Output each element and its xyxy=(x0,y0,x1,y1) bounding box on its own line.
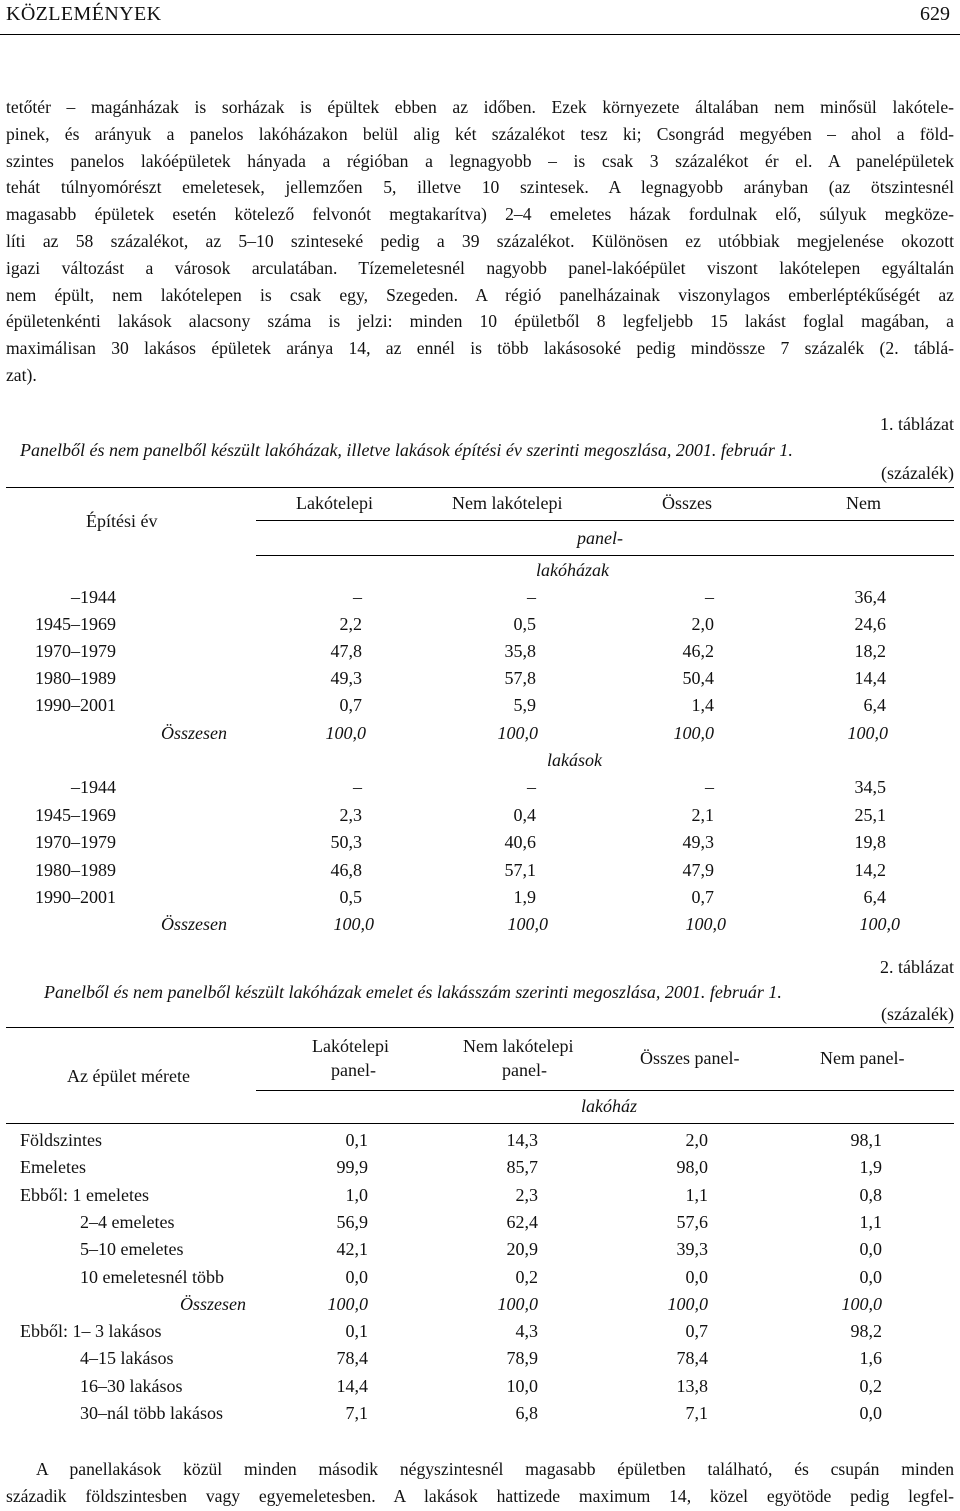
table1-total-label: Összesen xyxy=(161,723,227,743)
table1-total-label: Összesen xyxy=(161,914,227,934)
table2-row-label: Ebből: 1 emeletes xyxy=(20,1184,149,1205)
table2-cell: 4,3 xyxy=(515,1321,538,1342)
table1-cell: 47,8 xyxy=(330,641,362,661)
table1-row-label: 1945–1969 xyxy=(35,804,116,825)
table2-cell: 42,1 xyxy=(336,1239,368,1260)
table1-total-value: 100,0 xyxy=(847,723,888,743)
table2-row-label: Összesen xyxy=(180,1293,246,1314)
table2-cell: 78,4 xyxy=(676,1348,708,1369)
table1-cell: 5,9 xyxy=(513,695,536,715)
table2-cell: 0,0 xyxy=(345,1266,368,1287)
table2-col-header: panel- xyxy=(331,1060,376,1080)
table2-cell: 62,4 xyxy=(506,1211,538,1232)
table1-cell: 40,6 xyxy=(504,832,536,852)
table1-cell: – xyxy=(705,587,714,607)
page-number: 629 xyxy=(920,3,950,25)
table1-cell: 49,3 xyxy=(330,668,362,688)
table1-cell: 49,3 xyxy=(682,832,714,852)
table1-top-rule xyxy=(6,487,954,488)
table1-total-value: 100,0 xyxy=(497,723,538,743)
table2-cell: 1,0 xyxy=(345,1184,368,1205)
table1-row-label: 1945–1969 xyxy=(35,614,116,634)
table2-subheader: lakóház xyxy=(581,1096,637,1116)
table1-row-label: 1980–1989 xyxy=(35,668,116,688)
table2-cell: 0,0 xyxy=(685,1266,708,1287)
table1-row-label: 1970–1979 xyxy=(35,832,116,852)
table2-cell: 99,9 xyxy=(336,1157,368,1178)
table1-row-header: Építési év xyxy=(86,511,158,531)
table2-header-rule xyxy=(256,1090,954,1091)
table2-cell: 78,4 xyxy=(336,1348,368,1369)
table1-total-value: 100,0 xyxy=(685,914,726,934)
paragraph-line: maximálisan 30 lakásos épületek aránya 14, az ennél is több lakásosoké pedig mindössze 7 százalék (2. táblá- xyxy=(6,338,954,359)
table1-cell: 36,4 xyxy=(854,587,886,607)
table1-row-label: 1990–2001 xyxy=(35,887,116,907)
table1-cell: 2,1 xyxy=(691,804,714,825)
table2-cell: 7,1 xyxy=(685,1403,708,1423)
table2-row-label: Ebből: 1– 3 lakásos xyxy=(20,1321,162,1342)
intro-paragraph xyxy=(6,94,954,389)
table2-cell: 100,0 xyxy=(841,1293,882,1314)
table1-cell: 1,4 xyxy=(691,695,714,715)
table1-cell: 14,2 xyxy=(854,859,886,880)
table2-cell: 0,1 xyxy=(345,1321,368,1342)
table1-row-label: 1980–1989 xyxy=(35,859,116,880)
table1-cell: 6,4 xyxy=(863,887,886,907)
paragraph-line: épületenkénti lakások alacsony száma is jelzi: minden 10 épületből 8 legfeljebb 15 lakást foglal magában, a xyxy=(6,311,954,332)
table2-cell: 1,6 xyxy=(859,1348,882,1369)
table2-cell: 14,4 xyxy=(336,1375,368,1396)
table2-cell: 98,0 xyxy=(676,1157,708,1178)
table2-cell: 0,7 xyxy=(685,1321,708,1342)
table1-row-label: –1944 xyxy=(71,777,116,797)
table2-row-label: 10 emeletesnél több xyxy=(80,1266,224,1287)
table1-cell: 50,3 xyxy=(330,832,362,852)
table1-cell: – xyxy=(353,587,362,607)
table2-row-label: Földszintes xyxy=(20,1130,103,1150)
table2-top-rule xyxy=(6,1027,954,1028)
table1-cell: 0,4 xyxy=(513,804,536,825)
table1-cell: 57,8 xyxy=(504,668,536,688)
table2-cell: 100,0 xyxy=(667,1293,708,1314)
table1-row-label: 1970–1979 xyxy=(35,641,116,661)
table2-cell: 56,9 xyxy=(336,1211,368,1232)
table2-cell: 20,9 xyxy=(506,1239,538,1260)
table1-unit: (százalék) xyxy=(881,463,954,483)
table1-cell: 35,8 xyxy=(504,641,536,661)
running-title: KÖZLEMÉNYEK xyxy=(6,3,162,25)
table1-col-header: Összes xyxy=(662,493,712,513)
table1-cell: – xyxy=(527,587,536,607)
table2-cell: 0,8 xyxy=(859,1184,882,1205)
table2-cell: 0,2 xyxy=(859,1375,882,1396)
table2-cell: 7,1 xyxy=(345,1403,368,1423)
table2-col-header: Lakótelepi xyxy=(312,1036,389,1056)
table2-cell: 57,6 xyxy=(676,1211,708,1232)
table1-label: 1. táblázat xyxy=(880,414,954,434)
table2-cell: 1,1 xyxy=(685,1184,708,1205)
table2-row-label: 5–10 emeletes xyxy=(80,1239,184,1260)
table2-cell: 1,1 xyxy=(859,1211,882,1232)
table1-cell: 1,9 xyxy=(513,887,536,907)
table2-caption: Panelből és nem panelből készült lakóházak emelet és lakásszám szerinti megoszlása, 2001. február 1. xyxy=(44,982,782,1002)
table2-col-header: Nem panel- xyxy=(820,1048,905,1068)
table2-cell: 14,3 xyxy=(506,1130,538,1150)
table2-unit: (százalék) xyxy=(881,1004,954,1024)
table1-cell: 0,7 xyxy=(691,887,714,907)
table1-total-value: 100,0 xyxy=(507,914,548,934)
table1-row-label: 1990–2001 xyxy=(35,695,116,715)
table2-cell: 0,0 xyxy=(859,1239,882,1260)
table1-cell: 0,7 xyxy=(339,695,362,715)
table2-cell: 85,7 xyxy=(506,1157,538,1178)
table2-cell: 10,0 xyxy=(506,1375,538,1396)
table2-row-label: 2–4 emeletes xyxy=(80,1211,175,1232)
table1-cell: 2,3 xyxy=(339,804,362,825)
table1-total-value: 100,0 xyxy=(325,723,366,743)
paragraph-line: tetőtér – magánházak is sorházak is épültek ebben az időben. Ezek környezete általában nem minősül lakótele- xyxy=(6,97,954,117)
table1-section-title: lakóházak xyxy=(536,560,609,580)
paragraph-line: századik földszintesben vagy egyemeletesben. A lakások hattizede maximum 14, közel egyötöde pedig legfel- xyxy=(6,1485,954,1506)
table1-row-label: –1944 xyxy=(71,587,116,607)
table2-cell: 1,9 xyxy=(859,1157,882,1178)
table2-row-label: Emeletes xyxy=(20,1157,86,1178)
table2-cell: 6,8 xyxy=(515,1403,538,1423)
table2-cell: 100,0 xyxy=(497,1293,538,1314)
table2-cell: 2,3 xyxy=(515,1184,538,1205)
paragraph-line: nem épült, nem lakótelepen is csak egy, Szegeden. A régió panelházainak viszonylagos emberléptékűségét az xyxy=(6,284,954,305)
paragraph-line: zat). xyxy=(6,364,37,385)
table1-cell: 0,5 xyxy=(339,887,362,907)
closing-paragraph xyxy=(6,1456,954,1510)
table1-cell: – xyxy=(527,777,536,797)
paragraph-line: A panellakások közül minden második négyszintesnél magasabb épületben található, és csupán minden xyxy=(36,1459,954,1479)
table2-row-label: 4–15 lakásos xyxy=(80,1348,174,1369)
table1-total-value: 100,0 xyxy=(859,914,900,934)
table2-cell: 39,3 xyxy=(676,1239,708,1260)
table2-cell: 13,8 xyxy=(676,1375,708,1396)
table1-cell: 6,4 xyxy=(863,695,886,715)
paragraph-line: pinek, és arányuk a panelos lakóházakon belül alig két százalékot tesz ki; Csongrád megyében – ahol a föld- xyxy=(6,123,954,144)
table1-col-header: Lakótelepi xyxy=(296,493,373,513)
table1-col-header: Nem lakótelepi xyxy=(452,493,563,513)
table2-cell: 2,0 xyxy=(685,1130,708,1150)
table2-row-label: 30–nál több lakásos xyxy=(80,1403,223,1423)
table1-total-value: 100,0 xyxy=(333,914,374,934)
table1-header-rule xyxy=(256,520,954,521)
table2-label: 2. táblázat xyxy=(880,957,954,977)
running-head xyxy=(0,0,960,35)
table2-cell: 98,2 xyxy=(850,1321,882,1342)
table2-header-rule xyxy=(6,1123,954,1124)
paragraph-line: igazi változást a városok arculatában. Tízemeletesnél nagyobb panel-lakóépület viszont lakótelepen egyáltalán xyxy=(6,257,954,278)
paragraph-line: tehát túlnyomórészt emeletesek, jellemzően 5, illetve 10 szintesek. A legnagyobb arányban (az ötszintesnél xyxy=(6,177,954,198)
table1-cell: 25,1 xyxy=(854,804,886,825)
table1-cell: 46,2 xyxy=(682,641,714,661)
paragraph-line: líti az 58 százalékot, az 5–10 szinteseké pedig a 39 százalékot. Különösen ez utóbbiak megjelenése okozott xyxy=(6,230,954,251)
table2-cell: 98,1 xyxy=(850,1130,882,1150)
table1-cell: 50,4 xyxy=(682,668,714,688)
table2-cell: 100,0 xyxy=(327,1293,368,1314)
table2-col-header: panel- xyxy=(502,1060,547,1080)
table2-row-label: 16–30 lakásos xyxy=(80,1375,183,1396)
table1-cell: 2,2 xyxy=(339,614,362,634)
table1-col-header: Nem xyxy=(846,493,881,513)
table1-cell: 2,0 xyxy=(691,614,714,634)
table1-cell: 18,2 xyxy=(854,641,886,661)
table2-cell: 0,2 xyxy=(515,1266,538,1287)
table2-row-header: Az épület mérete xyxy=(67,1066,190,1086)
table1-cell: – xyxy=(705,777,714,797)
table1-caption: Panelből és nem panelből készült lakóházak, illetve lakások építési év szerinti megoszlása, 2001. február 1. xyxy=(20,440,793,460)
table1-cell: 24,6 xyxy=(854,614,886,634)
table1-cell: – xyxy=(353,777,362,797)
table1-header-rule xyxy=(256,555,954,556)
table2-col-header: Nem lakótelepi xyxy=(463,1036,574,1056)
table2-cell: 78,9 xyxy=(506,1348,538,1369)
paragraph-line: szintes panelos lakóépületek hányada a régióban a legnagyobb – is csak 3 százalékot ér el. A panelépületek xyxy=(6,150,954,171)
table1-cell: 57,1 xyxy=(504,859,536,880)
table1-cell: 46,8 xyxy=(330,859,362,880)
table1-cell: 14,4 xyxy=(854,668,886,688)
table2-cell: 0,0 xyxy=(859,1266,882,1287)
table1-cell: 47,9 xyxy=(682,859,714,880)
table1-cell: 34,5 xyxy=(854,777,886,797)
table2-cell: 0,1 xyxy=(345,1130,368,1150)
table1-total-value: 100,0 xyxy=(673,723,714,743)
table2-cell: 0,0 xyxy=(859,1403,882,1423)
table1-cell: 19,8 xyxy=(854,832,886,852)
table2-col-header: Összes panel- xyxy=(640,1048,740,1068)
paragraph-line: magasabb épületek esetén kötelező felvonót megtakarítva) 2–4 emeletes házak fordulnak elő, súlyuk megköze- xyxy=(6,204,954,225)
table1-subheader: panel- xyxy=(577,528,623,548)
table1-section-title: lakások xyxy=(547,750,602,770)
table1-cell: 0,5 xyxy=(513,614,536,634)
